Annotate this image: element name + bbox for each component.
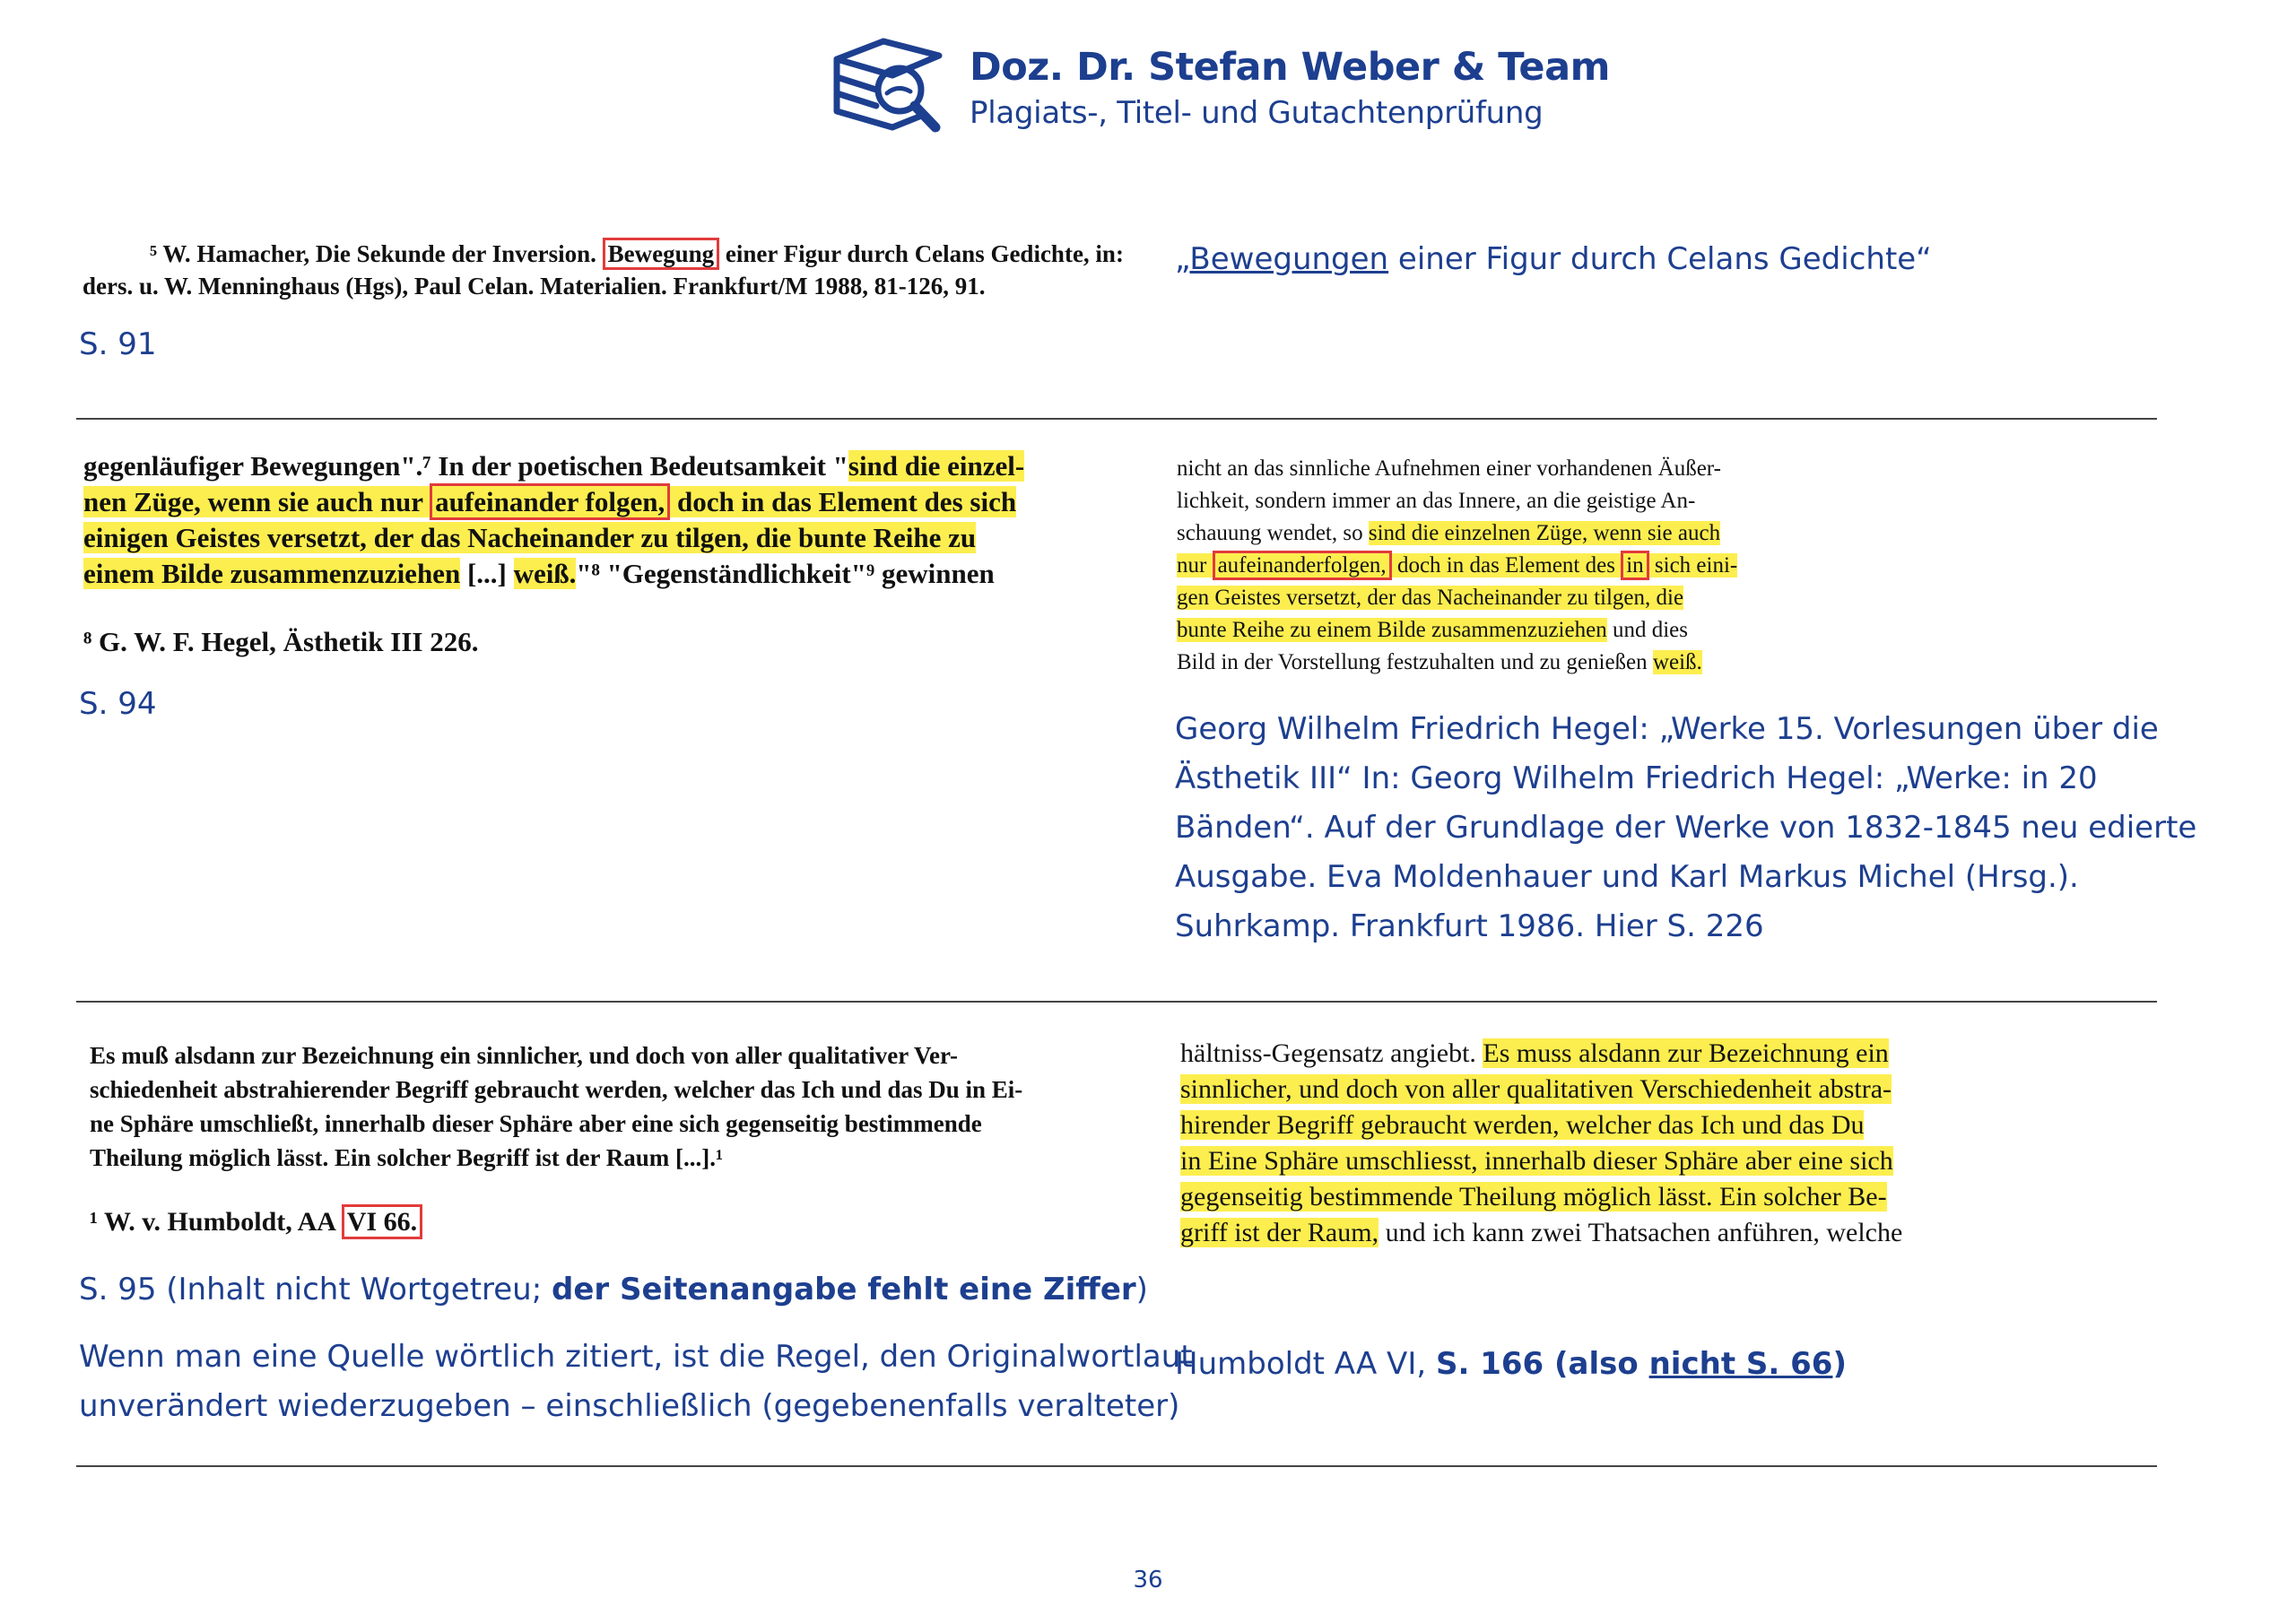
underlined-word: Bewegungen: [1189, 241, 1389, 277]
marked-word-box: in: [1621, 551, 1648, 580]
scan-hegel-citation: [83, 448, 1115, 664]
page-ref-close: ): [1135, 1272, 1148, 1307]
highlight: doch in das Element des: [670, 486, 963, 517]
highlight: sind die einzel-: [848, 450, 1025, 482]
scan-footnote: ⁸ G. W. F. Hegel, Ästhetik III 226.: [83, 626, 479, 657]
scan-text: Es muß alsdann zur Bezeichnung ein sinnlicher, und doch von aller qualitativer Ver-: [90, 1042, 958, 1069]
page-number: 36: [1133, 1567, 1163, 1594]
quote-open: „: [1175, 241, 1190, 277]
humboldt-source-note: [1175, 1340, 1847, 1389]
scan-text: "⁸ "Gegenständlichkeit"⁹ gewinnen: [576, 558, 995, 589]
highlight: weiß.: [513, 558, 577, 589]
marked-word-box: Bewegung: [603, 238, 720, 270]
page-ref-s95: [79, 1265, 1148, 1315]
page-ref-text: S. 95 (Inhalt nicht Wortgetreu;: [79, 1272, 552, 1307]
highlight: gen Geistes versetzt, der das Nacheinander zu tilgen, die: [1177, 586, 1684, 610]
explanation-line: Wenn man eine Quelle wörtlich zitiert, ist die Regel, den Originalwortlaut: [79, 1339, 1193, 1375]
scan-hegel-source: [1177, 453, 1858, 686]
source-line: Ästhetik III“ In: Georg Wilhelm Friedrich Hegel: „Werke: in 20: [1175, 760, 2098, 796]
scan-text: einer Figur durch Celans Gedichte, in:: [725, 240, 1124, 267]
scan-text: ne Sphäre umschließt, innerhalb dieser Sphäre aber eine sich gegenseitig bestimmende: [90, 1110, 982, 1137]
scan-text: und dies: [1606, 618, 1688, 642]
scan-text: hältniss-Gegensatz angiebt.: [1180, 1038, 1483, 1068]
scan-text: Theilung möglich lässt. Ein solcher Begriff ist der Raum [...].¹: [90, 1144, 724, 1171]
marked-word-box: aufeinander folgen,: [430, 483, 670, 520]
scan-text: gegenläufiger Bewegungen".⁷ In der poetischen Bedeutsamkeit ": [83, 450, 848, 482]
right-note-bewegungen: [1175, 235, 1932, 284]
highlight: Es muss alsdann zur Bezeichnung ein: [1483, 1038, 1889, 1068]
highlight: einigen Geistes versetzt, der das Nacheinander zu tilgen, die bunte Reihe zu: [83, 522, 977, 553]
highlight: nur: [1177, 553, 1213, 578]
highlight: griff ist der Raum,: [1180, 1218, 1379, 1247]
source-line: Bänden“. Auf der Grundlage der Werke von 1832-1845 neu edierte: [1175, 810, 2197, 846]
scan-humboldt-source: [1180, 1036, 2059, 1251]
highlight: sinnlicher, und doch von aller qualitativen Verschiedenheit abstra-: [1180, 1074, 1892, 1104]
source-underlined: nicht S. 66: [1648, 1346, 1833, 1382]
page-ref-s91: S. 91: [79, 326, 157, 362]
marked-word-box: aufeinanderfolgen,: [1213, 551, 1392, 580]
page-ref-bold: der Seitenangabe fehlt eine Ziffer: [551, 1272, 1136, 1307]
scan-text: [...]: [460, 558, 514, 589]
scan-humboldt-citation: [90, 1038, 1121, 1245]
brand-name: Doz. Dr. Stefan Weber & Team: [970, 45, 1610, 90]
scan-text: Bild in der Vorstellung festzuhalten und zu genießen: [1177, 650, 1653, 674]
highlight: in Eine Sphäre umschliesst, innerhalb dieser Sphäre aber eine sich: [1180, 1146, 1893, 1176]
highlight: sind die einzelnen Züge, wenn sie auch: [1368, 521, 1721, 545]
source-line: Georg Wilhelm Friedrich Hegel: „Werke 15. Vorlesungen über die: [1175, 711, 2159, 747]
highlight: sich: [962, 486, 1017, 517]
source-bold: S. 166 (also: [1435, 1346, 1649, 1382]
scan-text: schauung wendet, so: [1177, 521, 1369, 545]
highlight: doch in das Element des: [1391, 553, 1622, 578]
scan-text: nicht an das sinnliche Aufnehmen einer vorhandenen Äußer-: [1177, 456, 1721, 481]
highlight: weiß.: [1652, 650, 1702, 674]
page-ref-s94: S. 94: [79, 686, 157, 722]
brand-subtitle: Plagiats-, Titel- und Gutachtenprüfung: [970, 95, 1544, 131]
source-bold-end: ): [1832, 1346, 1848, 1382]
highlight: bunte Reihe zu einem Bilde zusammenzuziehen: [1177, 618, 1607, 642]
quote-rest: einer Figur durch Celans Gedichte“: [1388, 241, 1932, 277]
scan-hamacher-footnote: [83, 235, 1124, 307]
explanation-note: [79, 1333, 1193, 1431]
scan-text: und ich kann zwei Thatsachen anführen, welche: [1378, 1218, 1903, 1247]
scan-footnote: ¹ W. v. Humboldt, AA: [90, 1207, 342, 1237]
hegel-source-note: [1175, 705, 2196, 951]
scan-text: ⁵ W. Hamacher, Die Sekunde der Inversion.: [150, 240, 596, 267]
divider: [76, 418, 2157, 420]
highlight: gegenseitig bestimmende Theilung möglich lässt. Ein solcher Be-: [1180, 1182, 1887, 1211]
divider: [76, 1001, 2157, 1003]
highlight: hirender Begriff gebraucht werden, welcher das Ich und das Du: [1180, 1110, 1865, 1140]
highlight: sich eini-: [1648, 553, 1738, 578]
book-magnifier-icon: [830, 34, 946, 135]
highlight: einem Bilde zusammenzuziehen: [83, 558, 461, 589]
source-text: Humboldt AA VI,: [1175, 1346, 1436, 1382]
source-line: Ausgabe. Eva Moldenhauer und Karl Markus Michel (Hrsg.).: [1175, 859, 2079, 895]
scan-text: lichkeit, sondern immer an das Innere, an die geistige An-: [1177, 489, 1696, 513]
scan-text: schiedenheit abstrahierender Begriff gebraucht werden, welcher das Ich und das Du in Ei-: [90, 1076, 1023, 1103]
scan-text: ders. u. W. Menninghaus (Hgs), Paul Celan. Materialien. Frankfurt/M 1988, 81-126, 91.: [83, 273, 986, 300]
explanation-line: unverändert wiederzugeben – einschließlich (gegebenenfalls veralteter): [79, 1388, 1180, 1424]
divider: [76, 1465, 2157, 1467]
source-line: Suhrkamp. Frankfurt 1986. Hier S. 226: [1175, 908, 1764, 944]
highlight: nen Züge, wenn sie auch nur: [83, 486, 430, 517]
marked-word-box: VI 66.: [342, 1204, 422, 1239]
